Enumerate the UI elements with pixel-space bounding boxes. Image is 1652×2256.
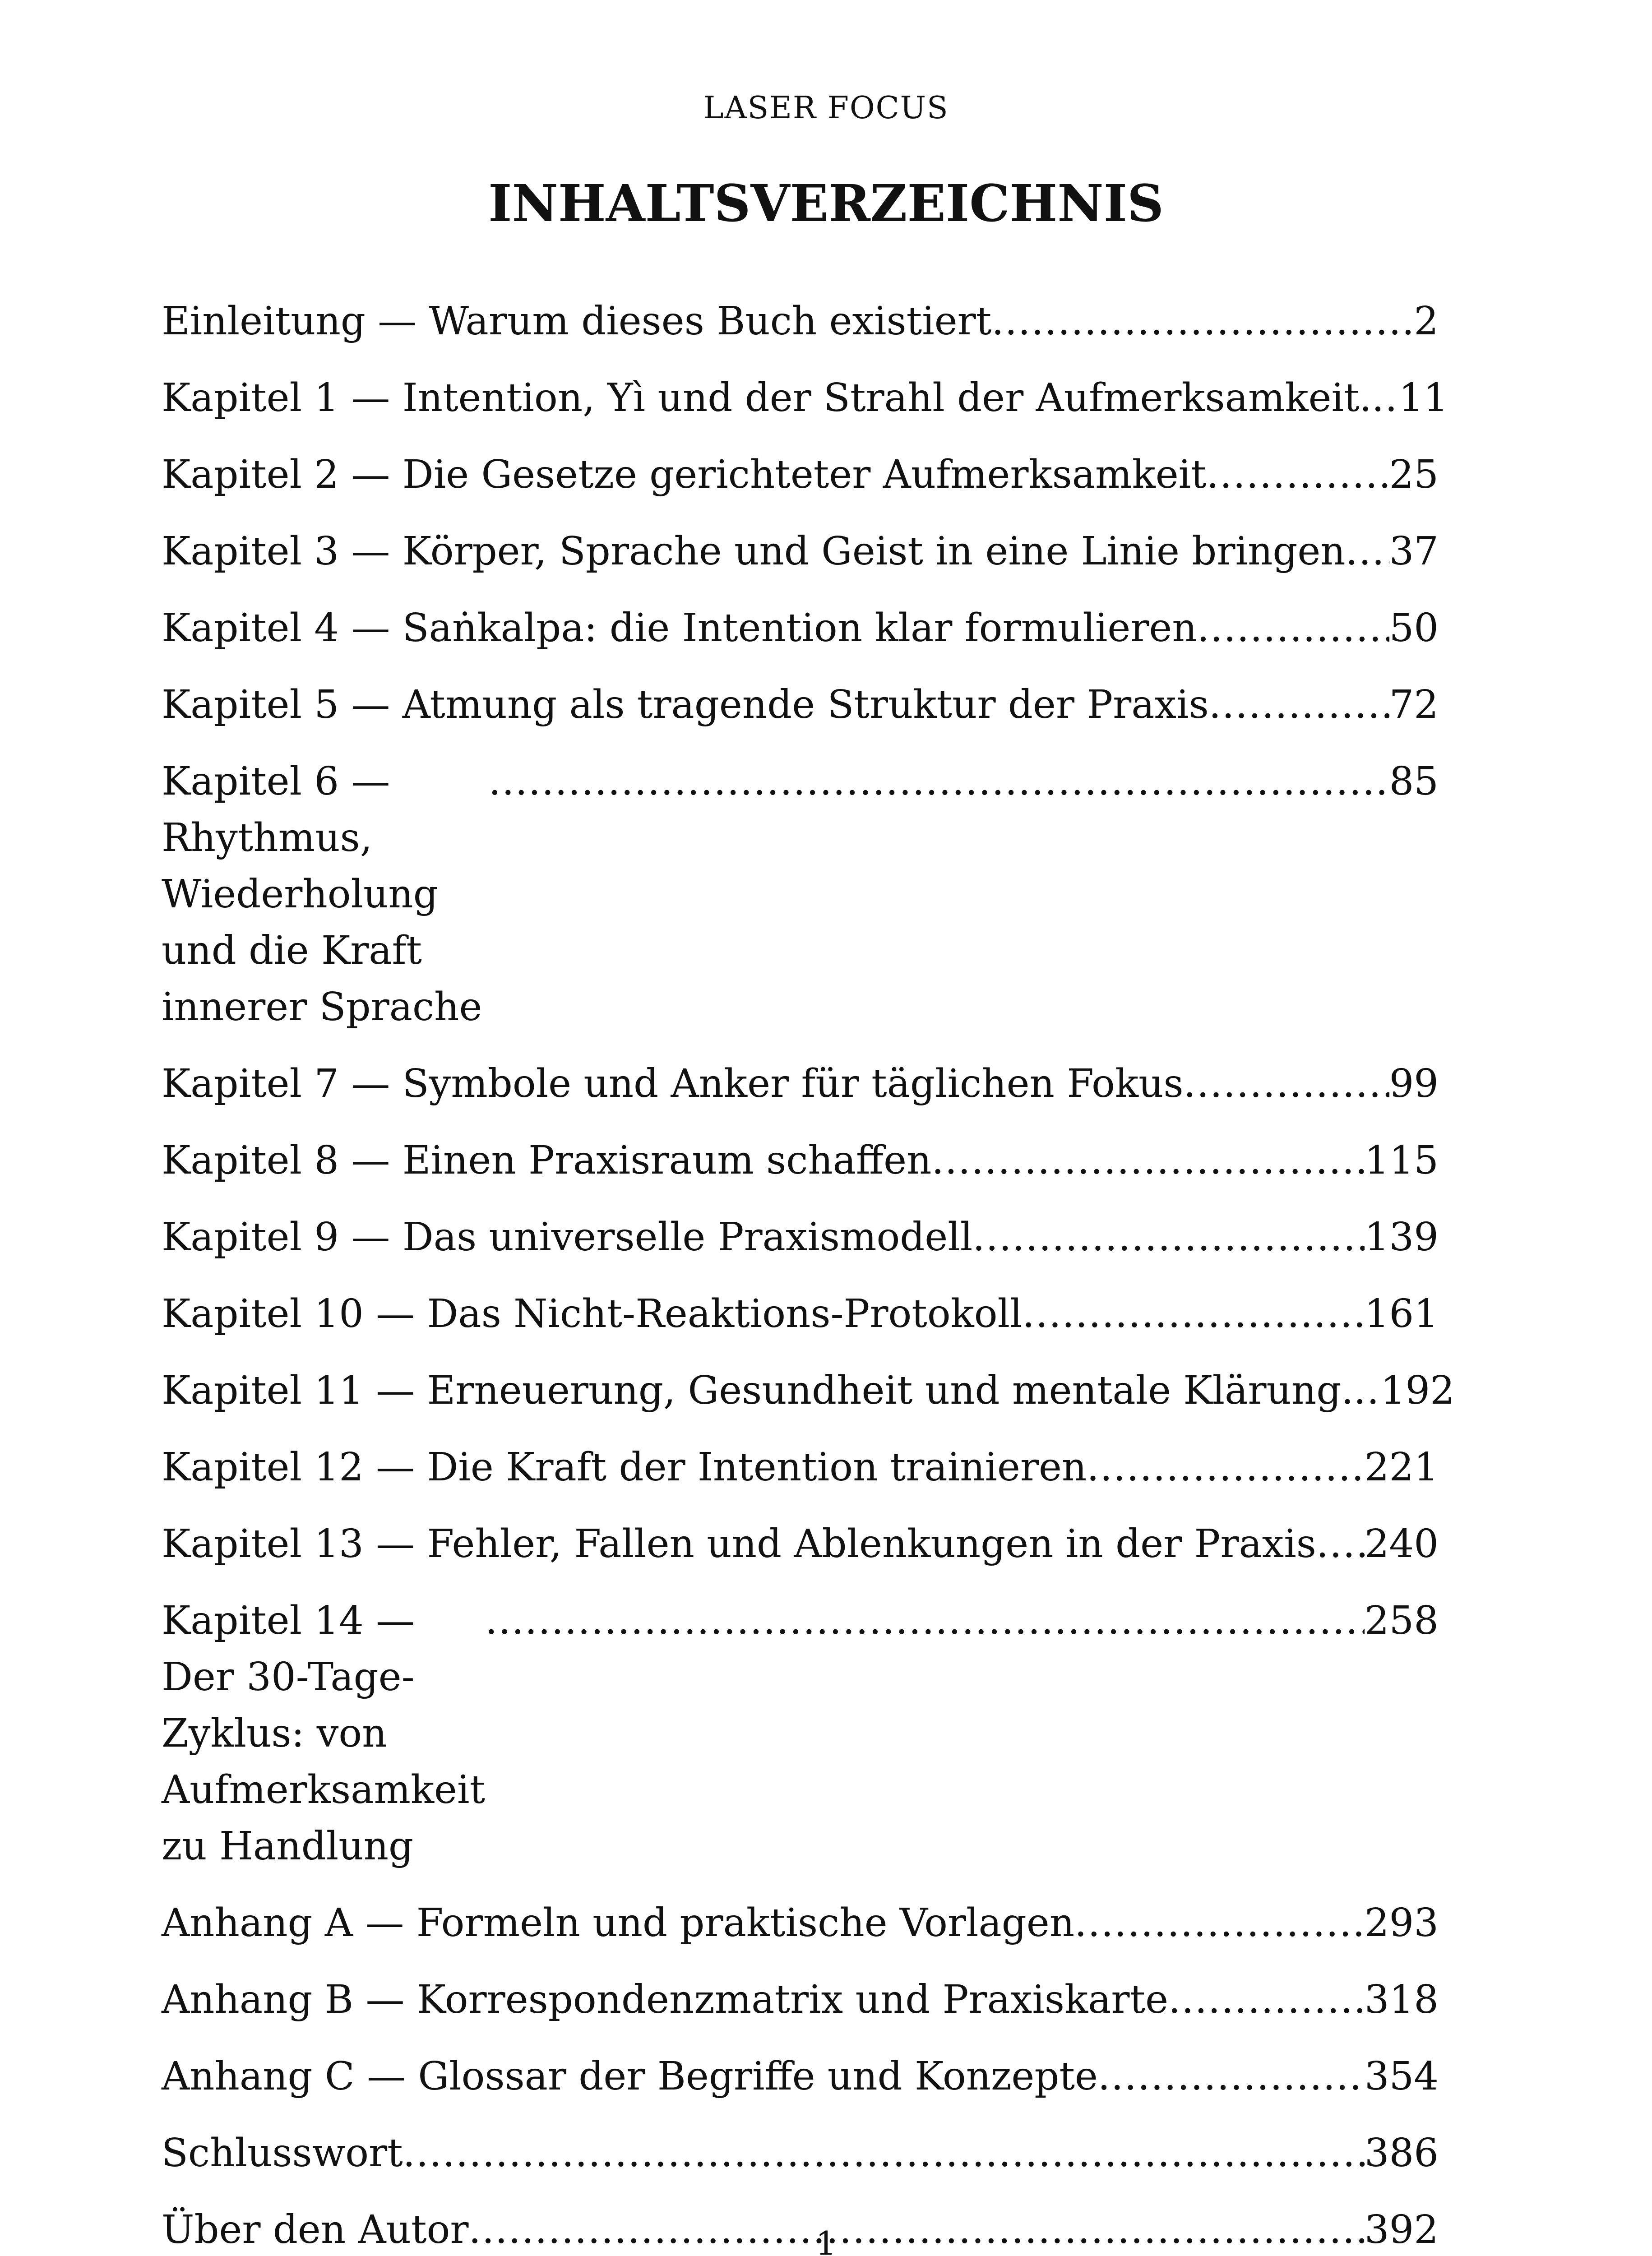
toc-entry-page: 386 bbox=[1364, 2131, 1439, 2176]
running-header-title: LASER FOCUS bbox=[703, 90, 949, 126]
toc-entry-kapitel-7[interactable] bbox=[162, 1056, 1439, 1112]
toc-entry-page: 25 bbox=[1389, 452, 1439, 497]
toc-entry-kapitel-12[interactable] bbox=[162, 1439, 1439, 1496]
toc-entry-kapitel-3[interactable] bbox=[162, 523, 1439, 580]
toc-entry-einleitung[interactable] bbox=[162, 293, 1439, 350]
dot-leader bbox=[1209, 677, 1389, 733]
toc-entry-kapitel-6[interactable] bbox=[162, 754, 1439, 1036]
toc-entry-page: 221 bbox=[1364, 1445, 1439, 1490]
dot-leader bbox=[931, 1133, 1364, 1189]
table-of-contents bbox=[162, 293, 1455, 2256]
toc-entry-page: 318 bbox=[1364, 1977, 1439, 2022]
toc-entry-text: Kapitel 8 — Einen Praxisraum schaffen bbox=[162, 1138, 932, 1183]
toc-entry-text: Einleitung — Warum dieses Buch existiert bbox=[162, 299, 992, 344]
toc-entry-page: 2 bbox=[1414, 299, 1439, 344]
dot-leader bbox=[991, 293, 1414, 350]
dot-leader bbox=[1346, 523, 1389, 580]
toc-entry-page: 258 bbox=[1364, 1598, 1439, 1643]
toc-entry-text: Kapitel 13 — Fehler, Fallen und Ablenkungen in der Praxis bbox=[162, 1521, 1316, 1567]
toc-entry-text: Anhang C — Glossar der Begriffe und Konzepte bbox=[162, 2054, 1098, 2099]
toc-entry-page: 72 bbox=[1389, 682, 1439, 727]
dot-leader bbox=[1184, 1056, 1389, 1112]
toc-entry-anhang-b[interactable] bbox=[162, 1972, 1439, 2028]
toc-entry-text: Kapitel 11 — Erneuerung, Gesundheit und mentale Klärung. bbox=[162, 1368, 1354, 1413]
toc-entry-text: Kapitel 6 — Rhythmus, Wiederholung und die Kraft innerer Sprache bbox=[162, 759, 482, 1030]
toc-entry-page: 192 bbox=[1380, 1368, 1455, 1413]
toc-entry-page: 11 bbox=[1398, 375, 1448, 421]
toc-entry-kapitel-13[interactable] bbox=[162, 1516, 1439, 1572]
dot-leader bbox=[1316, 1516, 1365, 1572]
toc-entry-schlusswort[interactable] bbox=[162, 2125, 1439, 2182]
toc-entry-anhang-c[interactable] bbox=[162, 2048, 1439, 2105]
dot-leader bbox=[1207, 447, 1389, 503]
toc-entry-text: Kapitel 4 — Saṅkalpa: die Intention klar formulieren bbox=[162, 606, 1197, 651]
toc-entry-text: Kapitel 2 — Die Gesetze gerichteter Aufmerksamkeit bbox=[162, 452, 1207, 497]
toc-entry-text: Kapitel 3 — Körper, Sprache und Geist in eine Linie bringen bbox=[162, 529, 1346, 574]
dot-leader bbox=[1074, 1895, 1365, 1951]
toc-entry-text: Kapitel 1 — Intention, Yì und der Strahl der Aufmerksamkeit. bbox=[162, 375, 1372, 421]
toc-entry-kapitel-14[interactable] bbox=[162, 1593, 1439, 1875]
toc-entry-kapitel-9[interactable] bbox=[162, 1209, 1439, 1266]
dot-leader bbox=[1087, 1439, 1365, 1496]
dot-leader bbox=[1023, 1286, 1365, 1342]
toc-entry-page: 240 bbox=[1364, 1521, 1439, 1567]
toc-entry-kapitel-8[interactable] bbox=[162, 1133, 1439, 1189]
toc-entry-kapitel-10[interactable] bbox=[162, 1286, 1439, 1342]
toc-entry-kapitel-2[interactable] bbox=[162, 447, 1439, 503]
toc-entry-page: 161 bbox=[1364, 1291, 1439, 1336]
toc-entry-text: Kapitel 9 — Das universelle Praxismodell bbox=[162, 1215, 973, 1260]
toc-entry-text: Anhang A — Formeln und praktische Vorlagen bbox=[162, 1900, 1075, 1946]
toc-entry-text: Kapitel 12 — Die Kraft der Intention trainieren bbox=[162, 1445, 1087, 1490]
toc-entry-text: Kapitel 5 — Atmung als tragende Struktur der Praxis bbox=[162, 682, 1209, 727]
toc-title: INHALTSVERZEICHNIS bbox=[488, 174, 1164, 233]
toc-entry-text: Kapitel 10 — Das Nicht-Reaktions-Protokoll bbox=[162, 1291, 1023, 1336]
toc-entry-page: 85 bbox=[1389, 759, 1439, 804]
toc-entry-page: 354 bbox=[1364, 2054, 1439, 2099]
toc-entry-kapitel-5[interactable] bbox=[162, 677, 1439, 733]
dot-leader bbox=[972, 1209, 1365, 1266]
toc-entry-kapitel-4[interactable] bbox=[162, 600, 1439, 656]
dot-leader bbox=[1354, 1363, 1381, 1419]
toc-entry-text: Schlusswort bbox=[162, 2131, 403, 2176]
page-number: 1 bbox=[815, 2224, 837, 2256]
toc-entry-text: Kapitel 7 — Symbole und Anker für täglichen Fokus bbox=[162, 1061, 1184, 1106]
dot-leader bbox=[1372, 370, 1399, 426]
toc-entry-page: 139 bbox=[1364, 1215, 1439, 1260]
toc-entry-text: Anhang B — Korrespondenzmatrix und Praxiskarte bbox=[162, 1977, 1168, 2022]
dot-leader bbox=[403, 2125, 1365, 2182]
dot-leader bbox=[1197, 600, 1389, 656]
toc-entry-page: 50 bbox=[1389, 606, 1439, 651]
dot-leader bbox=[485, 1593, 1365, 1649]
toc-entry-page: 115 bbox=[1364, 1138, 1439, 1183]
toc-entry-page: 37 bbox=[1389, 529, 1439, 574]
dot-leader bbox=[1098, 2048, 1365, 2105]
toc-entry-text: Kapitel 14 — Der 30-Tage-Zyklus: von Aufmerksamkeit zu Handlung bbox=[162, 1598, 486, 1869]
dot-leader bbox=[489, 754, 1389, 810]
toc-entry-page: 99 bbox=[1389, 1061, 1439, 1106]
dot-leader bbox=[1168, 1972, 1365, 2028]
toc-entry-kapitel-1[interactable] bbox=[162, 370, 1448, 426]
toc-entry-page: 392 bbox=[1364, 2207, 1439, 2252]
toc-entry-anhang-a[interactable] bbox=[162, 1895, 1439, 1951]
toc-entry-page: 293 bbox=[1364, 1900, 1439, 1946]
toc-entry-text: Über den Autor bbox=[162, 2207, 469, 2252]
toc-entry-kapitel-11[interactable] bbox=[162, 1363, 1455, 1419]
